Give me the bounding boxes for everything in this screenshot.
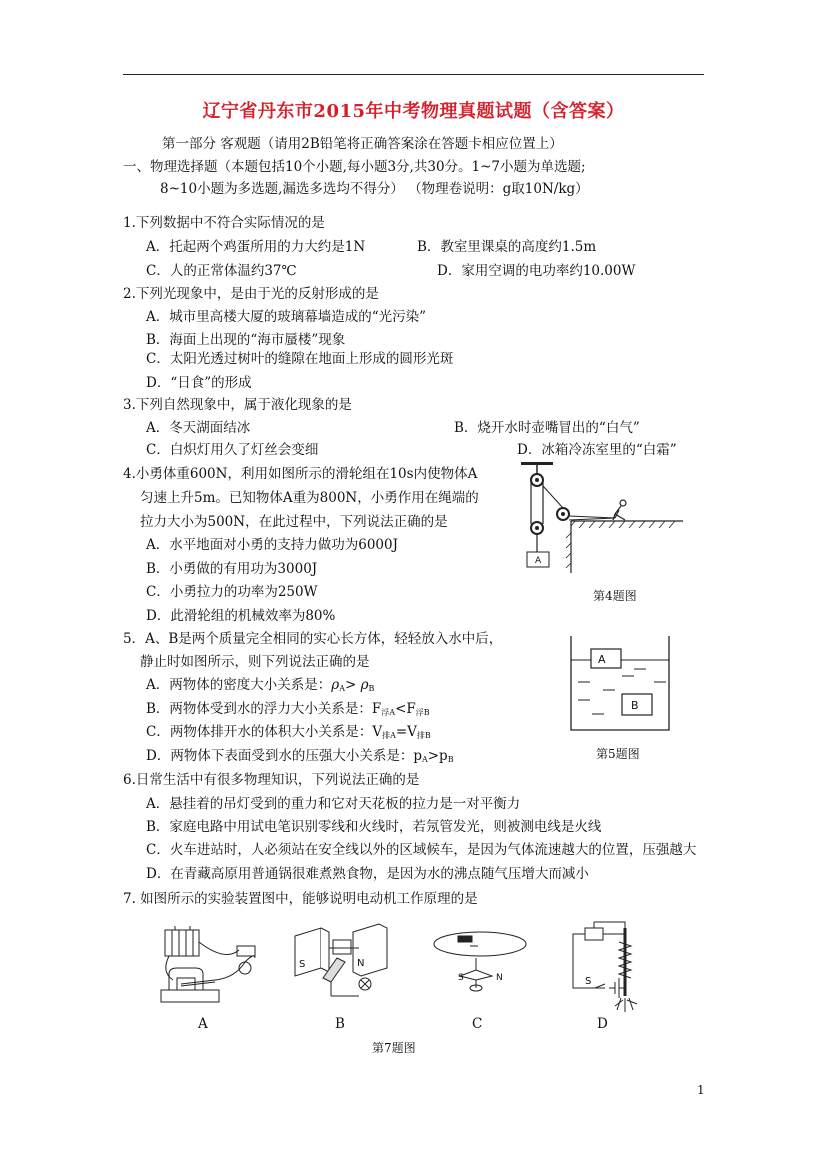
q5-stem-line1: 5．A、B是两个质量完全相同的实心长方体，轻轻放入水中后，: [123, 631, 503, 647]
q7-label-c: C: [472, 1016, 483, 1032]
rheostat: [585, 928, 603, 940]
pole-n-label: N: [357, 958, 365, 969]
q7-figure-b: [293, 922, 388, 1002]
q5-option-c: C．两物体排开水的体积大小关系是：$V_{排A}=V_{排B}$: [146, 724, 431, 740]
q7-label-d: D: [597, 1016, 608, 1032]
q7-stem: 7. 如图所示的实验装置图中，能够说明电动机工作原理的是: [123, 891, 478, 907]
q4-option-b: B．小勇做的有用功为3000J: [146, 561, 318, 577]
q2-option-a: A．城市里高楼大厦的玻璃幕墙造成的“光污染”: [146, 309, 427, 325]
q3-option-d: D．冰箱冷冻室里的“白霜”: [517, 442, 677, 458]
q7-label-a: A: [198, 1016, 208, 1032]
q3-stem: 3.下列自然现象中，属于液化现象的是: [123, 397, 352, 413]
q4-option-a: A．水平地面对小勇的支持力做功为6000J: [146, 537, 399, 553]
q1-option-b: B．教室里课桌的高度约1.5m: [417, 239, 597, 255]
q6-option-b: B．家庭电路中用试电笔识别零线和火线时，若氖管发光，则被测电线是火线: [146, 819, 602, 835]
q3-option-a: A．冬天湖面结冰: [146, 420, 251, 436]
q7-figure-c: [430, 922, 530, 1002]
q3-option-b: B．烧开水时壶嘴冒出的“白气”: [454, 420, 640, 436]
q1-option-c: C．人的正常体温约37℃: [146, 263, 297, 279]
part-heading: 第一部分 客观题（请用2B铅笔将正确答案涂在答题卡相应位置上）: [162, 136, 563, 152]
compass-s-label: S: [458, 973, 464, 983]
q6-option-a: A．悬挂着的吊灯受到的重力和它对天花板的拉力是一对平衡力: [146, 796, 521, 812]
q4-caption: 第4题图: [593, 589, 637, 603]
q2-option-b: B．海面上出现的“海市蜃楼”现象: [146, 332, 346, 348]
q1-option-a: A．托起两个鸡蛋所用的力大约是1N: [146, 239, 366, 255]
section-heading-line2: 8~10小题为多选题,漏选多选均不得分） （物理卷说明：g取10N/kg）: [160, 181, 589, 197]
q5-caption: 第5题图: [596, 747, 640, 761]
weight-a-label: A: [535, 556, 542, 566]
wire-loop: [434, 932, 526, 956]
section-heading-line1: 一、物理选择题（本题包括10个小题,每小题3分,共30分。1~7小题为单选题;: [123, 159, 586, 175]
block-a: [591, 649, 621, 668]
q5-water-tank-figure: [570, 636, 670, 736]
q2-stem: 2.下列光现象中，是由于光的反射形成的是: [123, 286, 379, 302]
compass-n-label: N: [496, 973, 503, 983]
block-b-label: B: [631, 699, 639, 712]
q7-caption: 第7题图: [372, 1041, 416, 1055]
q6-option-c: C．火车进站时，人必须站在安全线以外的区域候车，是因为气体流速越大的位置，压强越大: [146, 842, 697, 858]
switch-s-label: S: [585, 976, 592, 987]
q6-option-d: D．在青藏高原用普通锅很难煮熟食物，是因为水的沸点随气压增大而减小: [146, 866, 589, 882]
q1-option-d: D．家用空调的电功率约10.00W: [437, 263, 636, 279]
battery-box: [165, 930, 199, 956]
q5-option-a: A．两物体的密度大小关系是：$\rho_A> \rho_B$: [146, 677, 375, 693]
q4-stem-line1: 4.小勇体重600N，利用如图所示的滑轮组在10s内使物体A: [123, 466, 478, 482]
pole-s-label: S: [299, 959, 306, 970]
switch-blade: [595, 984, 605, 988]
q7-label-b: B: [335, 1016, 345, 1032]
q1-stem: 1.下列数据中不符合实际情况的是: [123, 215, 325, 231]
page-number: 1: [697, 1083, 705, 1097]
page-title: 辽宁省丹东市2015年中考物理真题试题（含答案）: [202, 101, 625, 122]
magnet-base: [161, 990, 219, 1002]
q7-figure-a: [155, 922, 270, 1012]
block-a-label: A: [598, 653, 606, 666]
q7-figure-d: [565, 918, 655, 1018]
q4-stem-line2: 匀速上升5m。已知物体A重为800N，小勇作用在绳端的: [140, 490, 479, 506]
ceiling-bar: [521, 462, 553, 465]
q6-stem: 6.日常生活中有很多物理知识，下列说法正确的是: [123, 772, 420, 788]
q5-stem-line2: 静止时如图所示，则下列说法正确的是: [140, 654, 370, 670]
q5-option-d: D．两物体下表面受到水的压强大小关系是：$p_A>p_B$: [146, 748, 454, 764]
q2-option-d: D．“日食”的形成: [146, 375, 252, 391]
q4-option-c: C．小勇拉力的功率为250W: [146, 584, 318, 600]
q4-option-d: D．此滑轮组的机械效率为80%: [146, 608, 336, 624]
q2-option-c: C．太阳光透过树叶的缝隙在地面上形成的圆形光斑: [146, 351, 454, 367]
q3-option-c: C．白炽灯用久了灯丝会变细: [146, 442, 319, 458]
compass-needle: [460, 970, 492, 980]
switch-box: [237, 946, 255, 956]
header-rule: [123, 74, 704, 75]
q4-pulley-figure: [515, 458, 685, 573]
q5-option-b: B．两物体受到水的浮力大小关系是：$F_{浮A}<F_{浮B}$: [146, 701, 430, 717]
q4-stem-line3: 拉力大小为500N，在此过程中，下列说法正确的是: [140, 514, 448, 530]
person-figure: [613, 500, 626, 520]
